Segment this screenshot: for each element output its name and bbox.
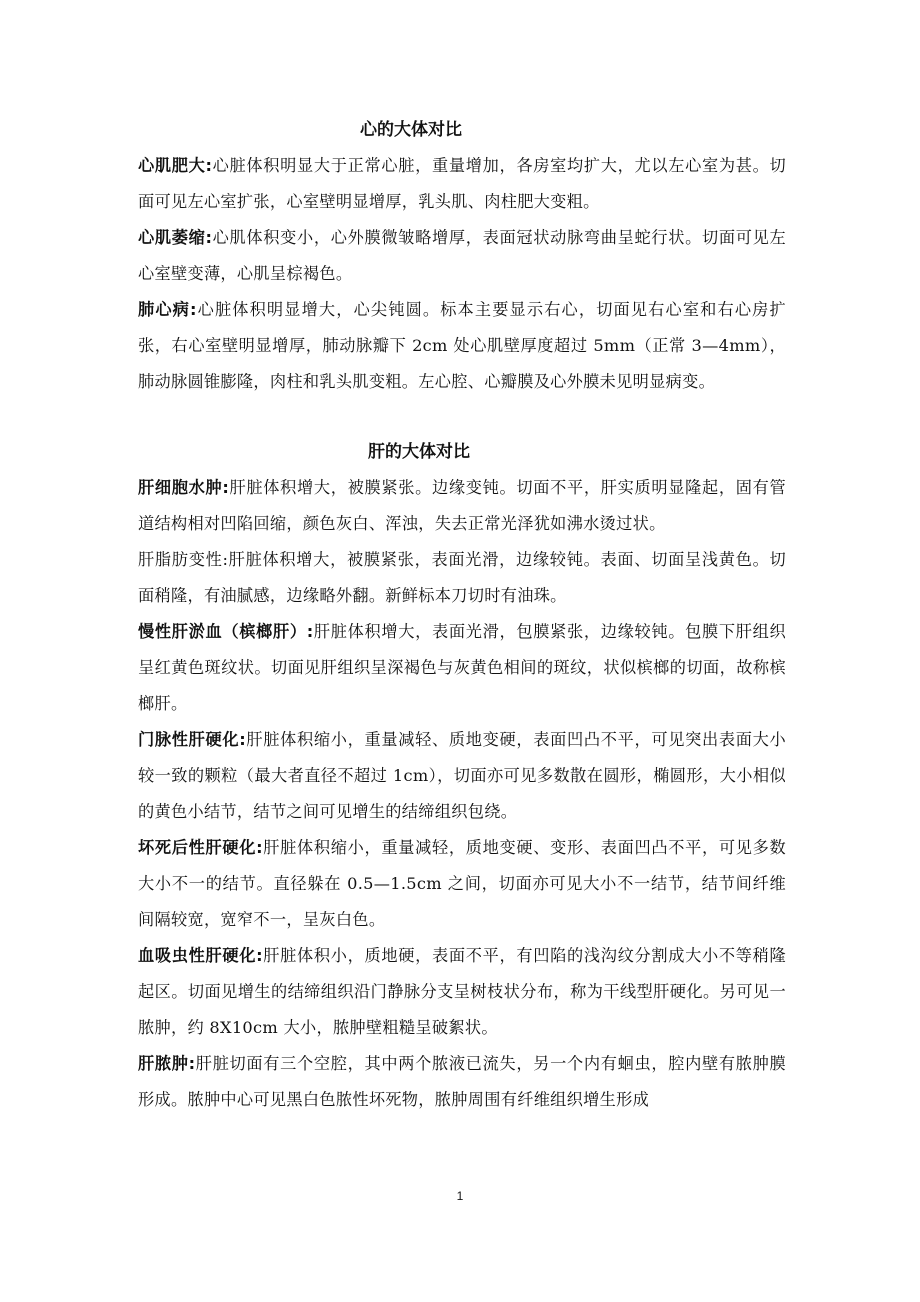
term-cardiac-hypertrophy: 心肌肥大: bbox=[138, 156, 213, 175]
term-liver-abscess: 肝脓肿: bbox=[138, 1054, 196, 1073]
paragraph-portal-cirrhosis bbox=[138, 722, 786, 830]
paragraph-postnecrotic-cirrhosis bbox=[138, 830, 786, 938]
section-title-heart: 心的大体对比 bbox=[360, 120, 462, 140]
paragraph-schistosomal-cirrhosis bbox=[138, 938, 786, 1046]
term-myocardial-atrophy: 心肌萎缩: bbox=[138, 228, 213, 247]
paragraph-hepatocyte-edema bbox=[138, 470, 786, 542]
document-body bbox=[138, 112, 786, 1118]
text-postnecrotic-cirrhosis: 肝脏体积缩小，重量减轻，质地变硬、变形、表面凹凸不平，可见多数大小不一的结节。直径躲在 0.5—1.5cm 之间，切面亦可见大小不一结节，结节间纤维间隔较宽，宽窄不一，呈灰白色。 bbox=[138, 838, 786, 929]
term-nutmeg-liver: 慢性肝淤血（槟榔肝）: bbox=[138, 622, 314, 641]
text-fatty-liver: 肝脏体积增大，被膜紧张，表面光滑，边缘较钝。表面、切面呈浅黄色。切面稍隆，有油腻感，边缘略外翻。新鲜标本刀切时有油珠。 bbox=[138, 550, 786, 605]
text-cor-pulmonale: 心脏体积明显增大，心尖钝圆。标本主要显示右心，切面见右心室和右心房扩张，右心室壁明显增厚，肺动脉瓣下 2cm 处心肌壁厚度超过 5mm（正常 3—4mm），肺动脉圆锥膨隆，肉柱和乳头肌变粗。左心腔、心瓣膜及心外膜未见明显病变。 bbox=[138, 300, 786, 391]
text-schistosomal-cirrhosis: 肝脏体积小，质地硬，表面不平，有凹陷的浅沟纹分割成大小不等稍隆起区。切面见增生的结缔组织沿门静脉分支呈树枝状分布，称为干线型肝硬化。另可见一脓肿，约 8X10cm 大小，脓肿壁粗糙呈破絮状。 bbox=[138, 946, 786, 1037]
text-cardiac-hypertrophy: 心脏体积明显大于正常心脏，重量增加，各房室均扩大，尤以左心室为甚。切面可见左心室扩张，心室壁明显增厚，乳头肌、肉柱肥大变粗。 bbox=[138, 156, 786, 211]
paragraph-liver-abscess bbox=[138, 1046, 786, 1118]
paragraph-nutmeg-liver bbox=[138, 614, 786, 722]
paragraph-cor-pulmonale bbox=[138, 292, 786, 400]
text-myocardial-atrophy: 心肌体积变小，心外膜微皱略增厚，表面冠状动脉弯曲呈蛇行状。切面可见左心室壁变薄，心肌呈棕褐色。 bbox=[138, 228, 786, 283]
text-hepatocyte-edema: 肝脏体积增大，被膜紧张。边缘变钝。切面不平，肝实质明显隆起，固有管道结构相对凹陷回缩，颜色灰白、浑浊，失去正常光泽犹如沸水烫过状。 bbox=[138, 478, 786, 533]
term-portal-cirrhosis: 门脉性肝硬化: bbox=[138, 730, 247, 749]
page-number: 1 bbox=[456, 1189, 464, 1203]
term-postnecrotic-cirrhosis: 坏死后性肝硬化: bbox=[138, 838, 263, 857]
paragraph-cardiac-hypertrophy bbox=[138, 148, 786, 220]
text-nutmeg-liver: 肝脏体积增大，表面光滑，包膜紧张，边缘较钝。包膜下肝组织呈红黄色斑纹状。切面见肝组织呈深褐色与灰黄色相间的斑纹，状似槟榔的切面，故称槟榔肝。 bbox=[138, 622, 786, 713]
paragraph-myocardial-atrophy bbox=[138, 220, 786, 292]
term-fatty-liver: 肝脂肪变性: bbox=[138, 550, 229, 569]
term-cor-pulmonale: 肺心病: bbox=[138, 300, 197, 319]
text-portal-cirrhosis: 肝脏体积缩小，重量减轻、质地变硬，表面凹凸不平，可见突出表面大小较一致的颗粒（最大者直径不超过 1cm），切面亦可见多数散在圆形，椭圆形，大小相似的黄色小结节，结节之间可见增生的结缔组织包绕。 bbox=[138, 730, 786, 821]
text-liver-abscess: 肝脏切面有三个空腔，其中两个脓液已流失，另一个内有蛔虫，腔内壁有脓肿膜形成。脓肿中心可见黑白色脓性坏死物，脓肿周围有纤维组织增生形成 bbox=[138, 1054, 786, 1109]
term-schistosomal-cirrhosis: 血吸虫性肝硬化: bbox=[138, 946, 263, 965]
paragraph-fatty-liver bbox=[138, 542, 786, 614]
term-hepatocyte-edema: 肝细胞水肿: bbox=[138, 478, 230, 497]
section-title-liver: 肝的大体对比 bbox=[368, 442, 470, 462]
section-spacer bbox=[138, 400, 786, 434]
